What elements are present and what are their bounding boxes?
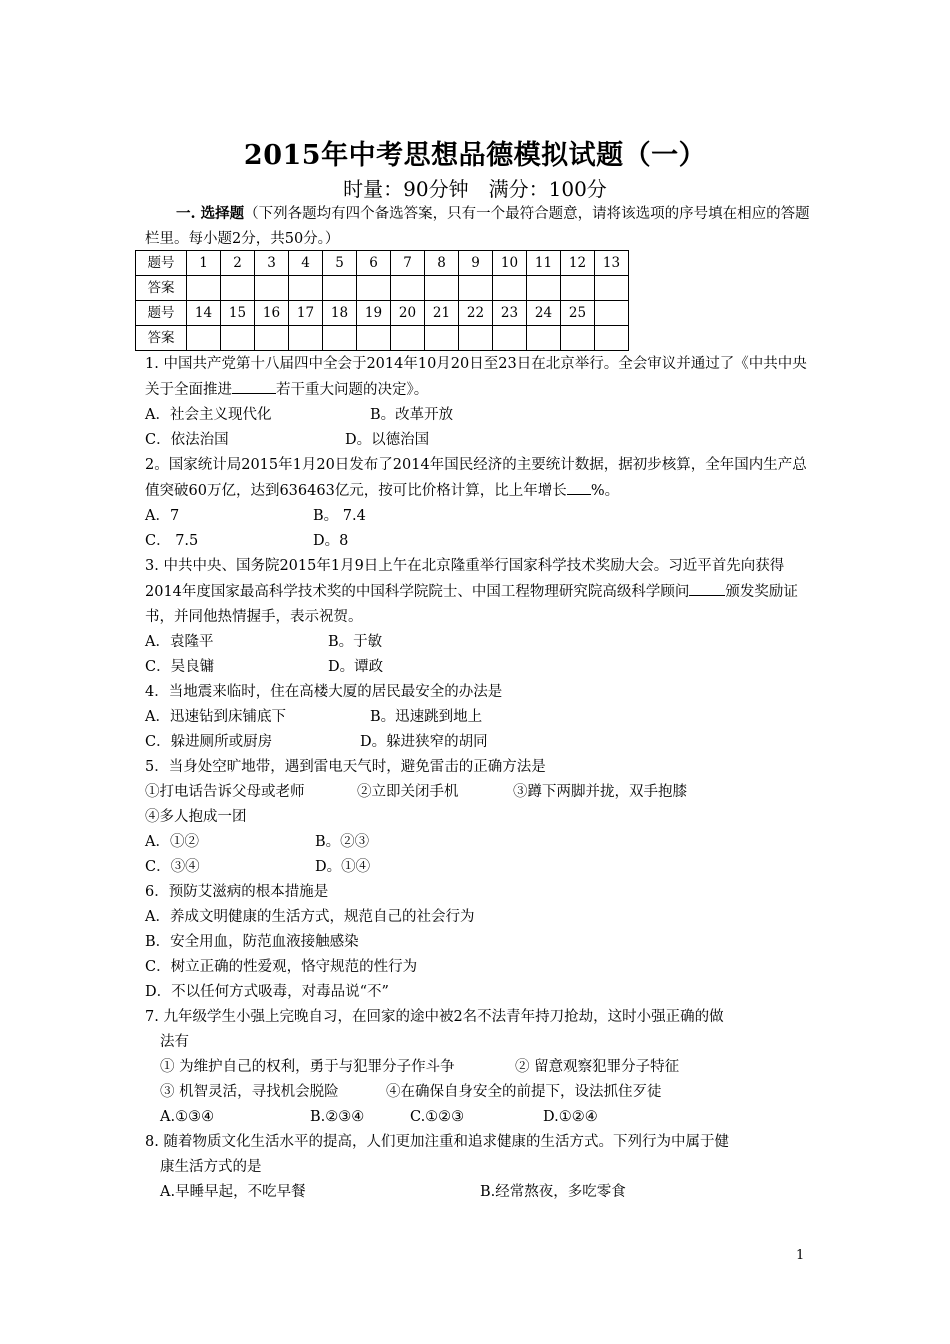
- answer-cell[interactable]: [391, 276, 425, 301]
- row-label: 题号: [136, 251, 187, 276]
- statement: ②立即关闭手机: [357, 784, 459, 800]
- q-number: 18: [323, 301, 357, 326]
- option-a: A．迅速钻到床铺底下: [145, 709, 286, 725]
- statement: ② 留意观察犯罪分子特征: [515, 1059, 680, 1075]
- q-number: 7: [391, 251, 425, 276]
- stem-text: 若干重大问题的决定》。: [276, 382, 429, 398]
- fill-blank: [689, 579, 725, 596]
- option-b: B。迅速跳到地上: [370, 709, 483, 725]
- table-row: [136, 251, 629, 276]
- q-number: [595, 301, 629, 326]
- option-row: [145, 730, 810, 755]
- section-label: 一. 选择题: [176, 205, 245, 222]
- option-a: A．7: [145, 508, 180, 524]
- question-stem: [145, 453, 810, 504]
- table-row: [136, 326, 629, 351]
- option-row: [145, 705, 810, 730]
- row-label: 题号: [136, 301, 187, 326]
- answer-cell[interactable]: [357, 276, 391, 301]
- option-c: C.①②③: [410, 1109, 465, 1125]
- option-row: [145, 403, 810, 428]
- q-number: 1: [187, 251, 221, 276]
- q-number: 23: [493, 301, 527, 326]
- answer-cell[interactable]: [425, 276, 459, 301]
- section-heading: [145, 201, 810, 252]
- q-number: 14: [187, 301, 221, 326]
- option-b: B。②③: [315, 834, 370, 850]
- option-row: [145, 1105, 810, 1130]
- q-number: 6: [357, 251, 391, 276]
- q-number: 3: [255, 251, 289, 276]
- q-number: 12: [561, 251, 595, 276]
- option-row: [145, 830, 810, 855]
- q-number: 24: [527, 301, 561, 326]
- statement-row: [145, 1055, 810, 1080]
- question-stem: 5．当身处空旷地带，遇到雷电天气时，避免雷击的正确方法是: [145, 759, 546, 775]
- statement: ① 为维护自己的权利，勇于与犯罪分子作斗争: [160, 1059, 455, 1075]
- q-number: 9: [459, 251, 493, 276]
- answer-cell[interactable]: [561, 276, 595, 301]
- q-number: 2: [221, 251, 255, 276]
- option-a: A.①③④: [160, 1109, 215, 1125]
- answer-cell[interactable]: [527, 276, 561, 301]
- option-row: [145, 428, 810, 453]
- answer-cell[interactable]: [323, 276, 357, 301]
- option-d: D。谭政: [328, 659, 384, 675]
- answer-cell[interactable]: [255, 276, 289, 301]
- option-row: [145, 630, 810, 655]
- answer-cell[interactable]: [493, 326, 527, 351]
- stem-text: 3. 中共中央、国务院2015年1月9日上午在北京隆重举行国家科学技术奖励大会。习近平首先向获得2014年度国家最高科学技术奖的中国科学院院士、中国工程物理研究院高级科学顾问: [145, 558, 785, 600]
- q-number: 15: [221, 301, 255, 326]
- option-row: [145, 529, 810, 554]
- q-number: 13: [595, 251, 629, 276]
- option-d: D。躲进狭窄的胡同: [360, 734, 488, 750]
- option-row: [145, 855, 810, 880]
- answer-cell[interactable]: [221, 276, 255, 301]
- question-stem: 8. 随着物质文化生活水平的提高，人们更加注重和追求健康的生活方式。下列行为中属于健: [145, 1134, 729, 1150]
- q-number: 25: [561, 301, 595, 326]
- question-list: [145, 352, 810, 1205]
- answer-table: [135, 250, 629, 351]
- stem-text: 2。国家统计局2015年1月20日发布了2014年国民经济的主要统计数据，据初步核算，全年国内生产总值突破60万亿，达到636463亿元，按可比价格计算，比上年增长: [145, 457, 807, 499]
- section-instructions: （下列各题均有四个备选答案，只有一个最符合题意，请将该选项的序号填在相应的答题栏里。每小题2分，共50分。）: [145, 206, 810, 247]
- option-b: B。 7.4: [313, 508, 366, 524]
- answer-label: 答案: [136, 276, 187, 301]
- answer-cell[interactable]: [323, 326, 357, 351]
- fill-blank: [567, 478, 591, 495]
- statement: ③ 机智灵活，寻找机会脱险: [160, 1084, 339, 1100]
- answer-cell[interactable]: [187, 326, 221, 351]
- q-number: 17: [289, 301, 323, 326]
- answer-cell[interactable]: [425, 326, 459, 351]
- question-stem-cont: 法有: [160, 1034, 189, 1050]
- question-stem: 6．预防艾滋病的根本措施是: [145, 884, 329, 900]
- answer-cell[interactable]: [289, 276, 323, 301]
- option-c: C．躲进厕所或厨房: [145, 734, 273, 750]
- option-d: D。①④: [315, 859, 371, 875]
- option-d: D．不以任何方式吸毒，对毒品说“不”: [145, 984, 389, 1000]
- q-number: 5: [323, 251, 357, 276]
- answer-cell[interactable]: [493, 276, 527, 301]
- time-limit: 时量：90分钟: [343, 177, 469, 201]
- option-d: D。8: [313, 533, 349, 549]
- answer-cell[interactable]: [289, 326, 323, 351]
- option-a: A．袁隆平: [145, 634, 214, 650]
- q-number: 19: [357, 301, 391, 326]
- stem-text: 1. 中国共产党第十八届四中全会于2014年10月20日至23日在北京举行。全会审议并通过了《中共中央关于全面推进: [145, 356, 807, 398]
- page-number: 1: [796, 1248, 805, 1263]
- answer-cell[interactable]: [595, 276, 629, 301]
- option-b: B.经常熬夜，多吃零食: [480, 1184, 626, 1200]
- statement-row: [145, 780, 810, 805]
- option-a: A．养成文明健康的生活方式，规范自己的社会行为: [145, 909, 475, 925]
- answer-cell[interactable]: [595, 326, 629, 351]
- answer-cell[interactable]: [459, 326, 493, 351]
- option-row: [145, 655, 810, 680]
- fill-blank: [232, 377, 276, 394]
- option-c: C．③④: [145, 859, 200, 875]
- answer-cell[interactable]: [255, 326, 289, 351]
- statement: ④在确保自身安全的前提下，设法抓住歹徒: [386, 1084, 662, 1100]
- answer-cell[interactable]: [527, 326, 561, 351]
- answer-cell[interactable]: [221, 326, 255, 351]
- stem-text: 颁发奖励证书，并同他热情握手，表示祝贺。: [145, 584, 798, 625]
- answer-label: 答案: [136, 326, 187, 351]
- full-score: 满分：100分: [488, 177, 607, 201]
- q-number: 16: [255, 301, 289, 326]
- question-stem: 7. 九年级学生小强上完晚自习，在回家的途中被2名不法青年持刀抢劫，这时小强正确的做: [145, 1009, 724, 1025]
- option-a: A.早睡早起，不吃早餐: [160, 1184, 306, 1200]
- statement: ①打电话告诉父母或老师: [145, 784, 305, 800]
- q-number: 22: [459, 301, 493, 326]
- option-row: [145, 1180, 810, 1205]
- question-stem: [145, 554, 810, 630]
- q-number: 10: [493, 251, 527, 276]
- answer-cell[interactable]: [391, 326, 425, 351]
- option-c: C．树立正确的性爱观，恪守规范的性行为: [145, 959, 418, 975]
- page-title: 2015年中考思想品德模拟试题（一）: [243, 140, 707, 171]
- q-number: 4: [289, 251, 323, 276]
- question-stem-cont: 康生活方式的是: [160, 1159, 262, 1175]
- question-stem: 4．当地震来临时，住在高楼大厦的居民最安全的办法是: [145, 684, 503, 700]
- stem-text: %。: [590, 483, 620, 499]
- q-number: 21: [425, 301, 459, 326]
- option-c: C．吴良镛: [145, 659, 215, 675]
- option-b: B。改革开放: [370, 407, 454, 423]
- question-stem: [145, 352, 810, 403]
- option-c: C．依法治国: [145, 432, 229, 448]
- statement: ④多人抱成一团: [145, 809, 247, 825]
- q-number: 11: [527, 251, 561, 276]
- option-row: [145, 504, 810, 529]
- option-d: D.①②④: [543, 1109, 598, 1125]
- q-number: 20: [391, 301, 425, 326]
- answer-cell[interactable]: [187, 276, 221, 301]
- option-b: B。于敏: [328, 634, 383, 650]
- answer-cell[interactable]: [459, 276, 493, 301]
- option-d: D。以德治国: [345, 432, 430, 448]
- table-row: [136, 301, 629, 326]
- statement-row: [145, 1080, 810, 1105]
- q-number: 8: [425, 251, 459, 276]
- exam-meta: [0, 173, 950, 202]
- option-a: A．①②: [145, 834, 199, 850]
- option-b: B.②③④: [310, 1109, 365, 1125]
- answer-cell[interactable]: [561, 326, 595, 351]
- answer-cell[interactable]: [357, 326, 391, 351]
- option-a: A．社会主义现代化: [145, 407, 272, 423]
- option-b: B．安全用血，防范血液接触感染: [145, 934, 359, 950]
- option-c: C． 7.5: [145, 533, 199, 549]
- statement: ③蹲下两脚并拢，双手抱膝: [513, 784, 687, 800]
- table-row: [136, 276, 629, 301]
